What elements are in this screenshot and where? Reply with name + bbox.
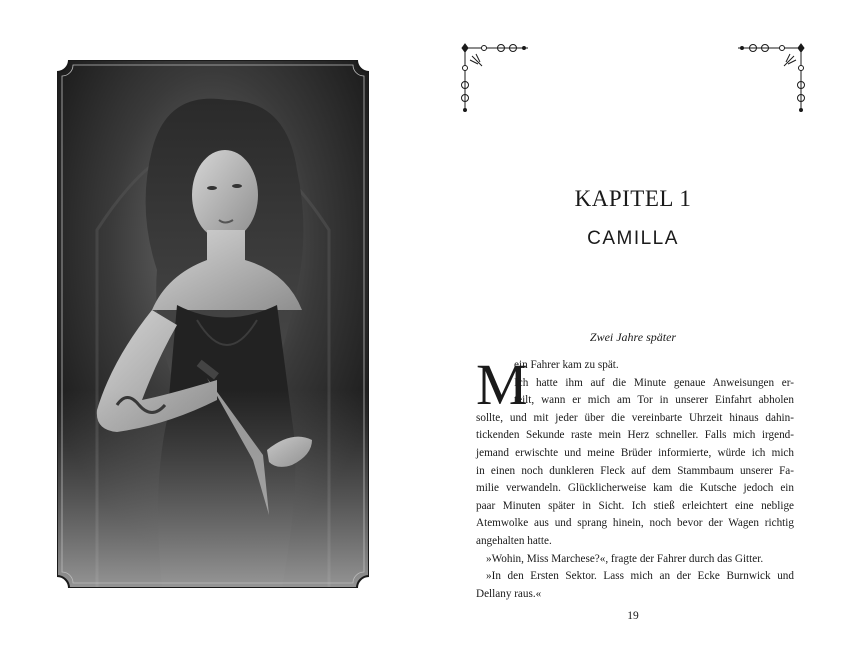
text-line: Atemwolke aus und sprang hinein, noch bevor der Wagen richtig: [476, 517, 794, 530]
text-line: angehalten hatte.: [476, 534, 552, 547]
drop-cap: M: [476, 352, 528, 417]
text-line: ein Fahrer kam zu spät.: [514, 359, 619, 371]
illustration-frame: [57, 60, 369, 588]
text-line: paar Minuten später in Sicht. Ich stieß erleichtert eine neblige: [476, 499, 794, 512]
chapter-name: CAMILLA: [587, 228, 679, 249]
text-line: Ich hatte ihm auf die Minute genaue Anweisungen er-: [514, 376, 794, 389]
text-line: sollte, und mit jeder über die vereinbarte Uhrzeit hinaus dahin-: [476, 411, 794, 424]
portrait-illustration: [57, 60, 369, 588]
chapter-subtitle: Zwei Jahre später: [589, 330, 677, 344]
text-line: »Wohin, Miss Marchese?«, fragte der Fahrer durch das Gitter.: [486, 552, 764, 565]
text-line: Dellany raus.«: [476, 587, 542, 600]
text-line: »In den Ersten Sektor. Lass mich an der Ecke Burnwick und: [486, 570, 794, 583]
text-line: jemand erwischte und meine Brüder informierte, würde ich mich: [476, 446, 794, 459]
text-line: milie verwandeln. Glücklicherweise kam die Kutsche jedoch ein: [476, 482, 794, 495]
text-line: in einen noch dunkleren Fleck auf dem Stammbaum unserer Fa-: [476, 464, 794, 477]
corner-ornament-left-icon: [456, 40, 536, 120]
corner-ornament-right-icon: [730, 40, 810, 120]
page-number: 19: [627, 610, 639, 622]
text-line: tickenden Sekunde raste mein Herz schneller. Falls mich irgend-: [476, 429, 794, 442]
body-text: [476, 352, 794, 603]
text-page: [422, 0, 844, 648]
chapter-title: KAPITEL 1: [574, 186, 692, 211]
text-line: teilt, wann er mich am Tor in unserer Einfahrt abholen: [514, 394, 794, 407]
